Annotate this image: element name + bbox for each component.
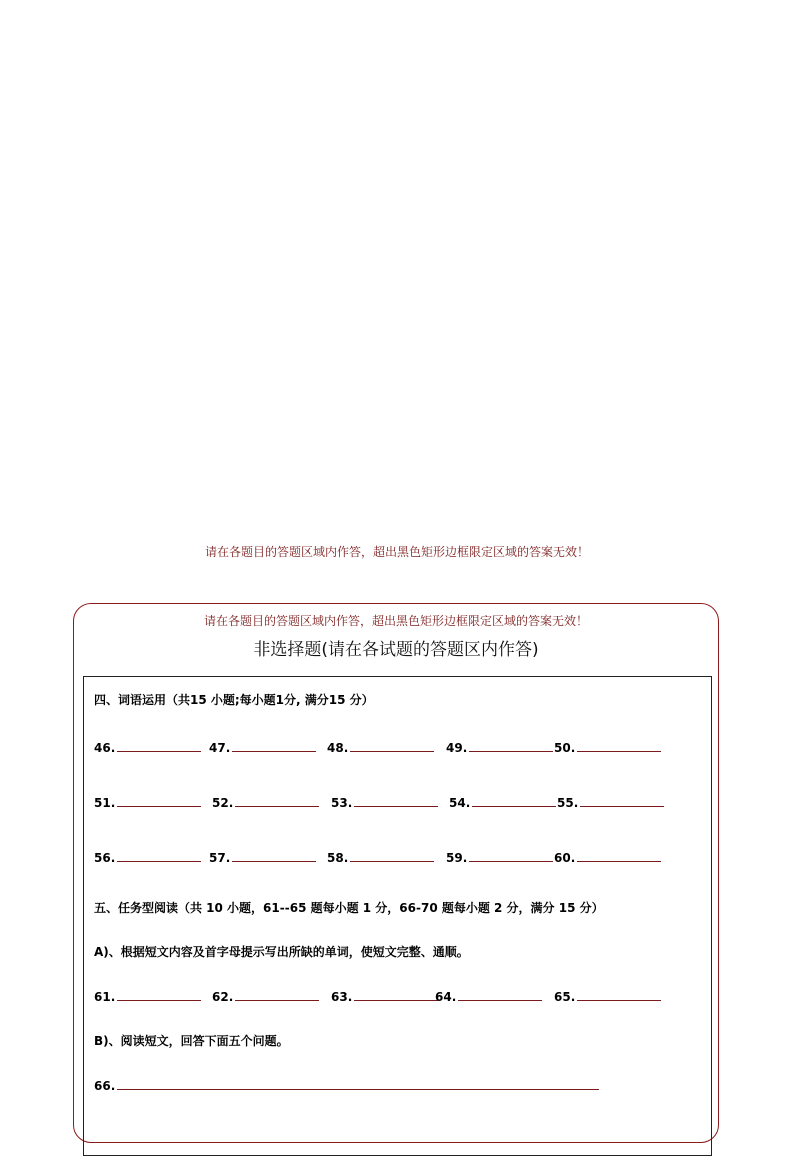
answer-blank-62[interactable]: 62. [212, 988, 319, 1004]
answer-blank-60[interactable]: 60. [554, 849, 661, 865]
answer-blank-50[interactable]: 50. [554, 739, 661, 755]
answer-blank-53[interactable]: 53. [331, 794, 438, 810]
answer-blank-63[interactable]: 63. [331, 988, 438, 1004]
answer-blank-54[interactable]: 54. [449, 794, 556, 810]
answer-area-warning-inner: 请在各题目的答题区域内作答，超出黑色矩形边框限定区域的答案无效！ [203, 614, 588, 628]
part5-sub-b: B)、阅读短文，回答下面五个问题。 [94, 1034, 289, 1048]
part4-heading: 四、词语运用（共15 小题;每小题1分, 满分15 分） [94, 693, 374, 707]
answer-area-frame [73, 603, 719, 1143]
answer-blank-48[interactable]: 48. [327, 739, 434, 755]
answer-blank-51[interactable]: 51. [94, 794, 201, 810]
answer-blank-65[interactable]: 65. [554, 988, 661, 1004]
answer-blank-56[interactable]: 56. [94, 849, 201, 865]
answer-blank-49[interactable]: 49. [446, 739, 553, 755]
answer-blank-47[interactable]: 47. [209, 739, 316, 755]
answer-blank-58[interactable]: 58. [327, 849, 434, 865]
answer-blank-55[interactable]: 55. [557, 794, 664, 810]
answer-area-warning: 请在各题目的答题区域内作答，超出黑色矩形边框限定区域的答案无效！ [204, 545, 589, 559]
part5-sub-a: A)、根据短文内容及首字母提示写出所缺的单词，使短文完整、通顺。 [94, 945, 469, 959]
part5-heading: 五、任务型阅读（共 10 小题，61--65 题每小题 1 分，66-70 题每小题 2 分，满分 15 分） [94, 901, 604, 915]
answer-blank-52[interactable]: 52. [212, 794, 319, 810]
answer-box [83, 676, 712, 1156]
answer-blank-64[interactable]: 64. [435, 988, 542, 1004]
answer-blank-57[interactable]: 57. [209, 849, 316, 865]
answer-blank-61[interactable]: 61. [94, 988, 201, 1004]
answer-blank-59[interactable]: 59. [446, 849, 553, 865]
section-title: 非选择题(请在各试题的答题区内作答) [253, 640, 539, 660]
answer-blank-46[interactable]: 46. [94, 739, 201, 755]
answer-blank-66[interactable]: 66. [94, 1077, 599, 1093]
